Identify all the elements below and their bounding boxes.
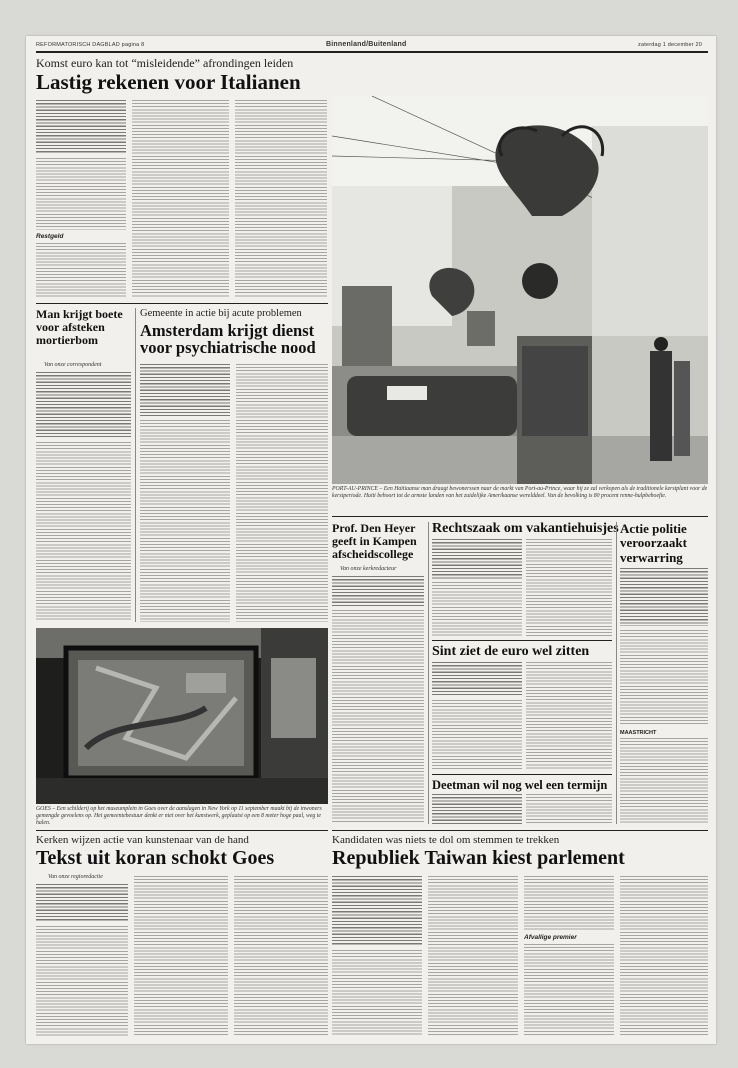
goes-kicker: Kerken wijzen actie van kunstenaar van de hand — [36, 834, 249, 846]
goes-column-2 — [134, 876, 228, 1036]
amsterdam-column-2 — [236, 364, 328, 622]
italy-kicker: Komst euro kan tot “misleidende” afrondingen leiden — [36, 56, 294, 70]
newspaper-page — [26, 36, 716, 1044]
haiti-caption: PORT-AU-PRINCE – Een Haïtiaanse man draagt bewonerssen naar de markt van Port-au-Prince, waar hij ze zal verkopen als de traditionele kerstplant voor de kerstperiode. Haiti behoort tot de armste landen van het zuidelijke Amerikaanse werelddeel. Van de bevolking is 80 procent renne-hulpbehoefte. — [332, 486, 708, 499]
italy-lead-text — [36, 100, 126, 154]
taiwan-column-2 — [428, 876, 518, 1036]
actiepolitie-headline: Actie politie veroorzaakt verwarring — [620, 521, 687, 565]
italy-column-3 — [235, 100, 327, 297]
dordrecht-lead-text — [36, 372, 131, 438]
goes-headline: Tekst uit koran schokt Goes — [36, 847, 275, 869]
vakantie-lead-text — [432, 539, 522, 579]
header-rule — [36, 51, 708, 53]
heyer-byline: Van onze kerkredacteur — [340, 566, 397, 572]
vakantie-column-2 — [526, 539, 612, 636]
divider — [332, 830, 708, 831]
goes-column-1 — [36, 926, 128, 1036]
amsterdam-column-1 — [140, 420, 230, 622]
column-rule — [616, 522, 617, 824]
deetman-column-2 — [526, 794, 612, 824]
italy-column-2 — [132, 100, 229, 297]
italy-column-1 — [36, 158, 126, 230]
amsterdam-headline: Amsterdam krijgt dienst voor psychiatrische nood — [140, 321, 316, 358]
italy-headline: Lastig rekenen voor Italianen — [36, 70, 301, 94]
divider — [332, 516, 708, 517]
italy-subhead: Restgeld — [36, 233, 64, 240]
dordrecht-headline: Man krijgt boete voor afsteken mortierbom — [36, 307, 123, 347]
divider — [432, 774, 612, 775]
divider — [36, 830, 328, 831]
deetman-headline: Deetman wil nog wel een termijn — [432, 778, 608, 792]
maastricht-body — [620, 738, 708, 824]
goes-byline: Van onze regioredactie — [48, 874, 103, 880]
italy-column-1b — [36, 243, 126, 297]
column-rule — [135, 308, 136, 622]
vakantie-column-1 — [432, 582, 522, 636]
taiwan-headline: Republiek Taiwan kiest parlement — [332, 847, 625, 869]
maastricht-dateline: MAASTRICHT — [620, 730, 657, 736]
divider — [432, 640, 612, 641]
taiwan-kicker: Kandidaten was niets te dol om stemmen te trekken — [332, 834, 560, 846]
goes-column-3 — [234, 876, 328, 1036]
taiwan-subhead: Afvallige premier — [524, 934, 577, 941]
actiepolitie-lead-text — [620, 568, 708, 626]
amsterdam-lead-text — [140, 364, 230, 416]
divider — [36, 303, 328, 304]
heyer-headline: Prof. Den Heyer geeft in Kampen afscheidscollege — [332, 521, 417, 562]
goes-photo — [36, 628, 328, 804]
kerst-column-2 — [526, 662, 612, 770]
taiwan-lead-text — [332, 876, 422, 946]
heyer-lead-text — [332, 576, 424, 606]
dordrecht-body — [36, 442, 131, 622]
goes-lead-text — [36, 884, 128, 922]
vakantie-headline: Rechtszaak om vakantiehuisjes — [432, 521, 619, 536]
section-name: Binnenland/Buitenland — [326, 41, 407, 48]
haiti-photo — [332, 96, 708, 484]
running-header-date: zaterdag 1 december 20 — [638, 42, 703, 48]
kerst-lead-text — [432, 662, 522, 696]
dordrecht-byline: Van onze correspondent — [44, 362, 102, 368]
kerst-column-1 — [432, 700, 522, 770]
taiwan-column-3 — [524, 876, 614, 930]
goes-caption: GOES – Een schilderij op het museumplein in Goes over de aanslagen in New York op 11 september maakt bij de inwoners gemengde gevoelens op. Het gemeentebestuur denkt er niet over het kunstwerk, geplaatst op een 8 meter hoge paal, weg te halen. — [36, 806, 322, 826]
actiepolitie-body — [620, 630, 708, 726]
heyer-body — [332, 610, 424, 824]
taiwan-column-1 — [332, 950, 422, 1036]
taiwan-column-3b — [524, 944, 614, 1036]
amsterdam-kicker: Gemeente in actie bij acute problemen — [140, 308, 302, 319]
deetman-lead-text — [432, 794, 522, 824]
taiwan-column-4 — [620, 876, 708, 1036]
running-header-left: REFORMATORISCH DAGBLAD pagina 8 — [36, 42, 145, 48]
column-rule — [428, 522, 429, 824]
kerst-headline: Sint ziet de euro wel zitten — [432, 644, 590, 659]
